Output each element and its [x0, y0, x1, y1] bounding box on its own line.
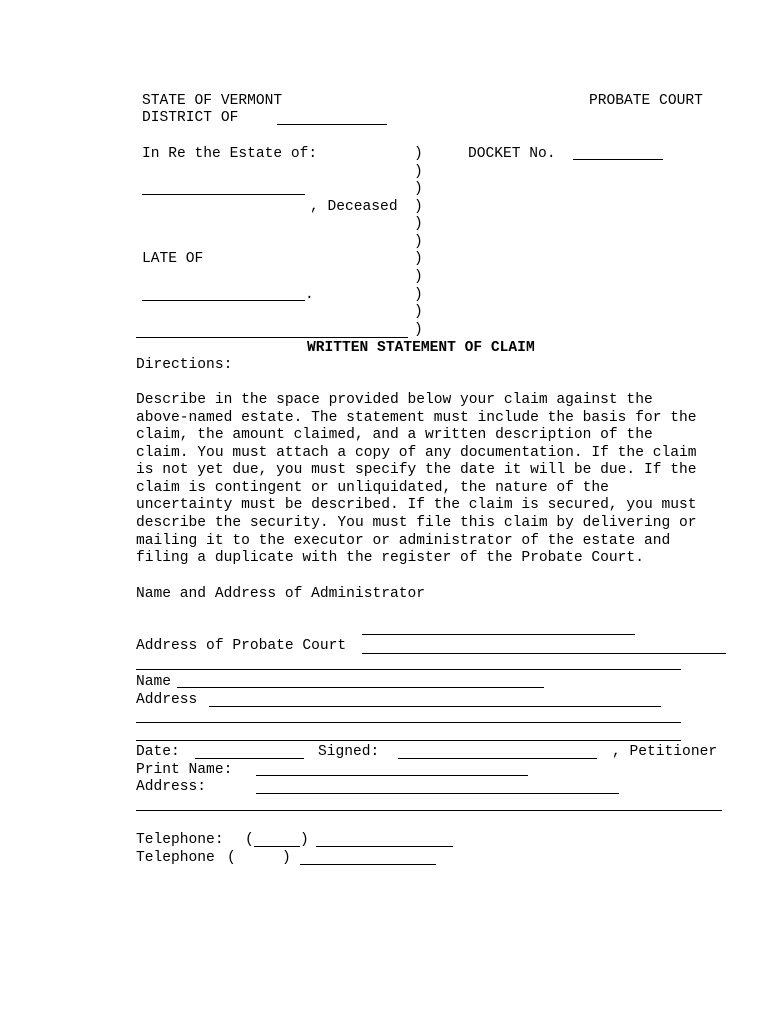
caption-paren: )	[414, 199, 423, 215]
probate-address-line-2[interactable]	[136, 669, 681, 670]
caption-paren: )	[414, 146, 423, 162]
directions-line: claim. You must attach a copy of any documentation. If the claim	[136, 445, 697, 461]
signer-address-blank[interactable]	[256, 793, 619, 794]
late-of-period: .	[305, 287, 314, 303]
caption-paren: )	[414, 251, 423, 267]
address-line-3[interactable]	[136, 740, 681, 741]
late-of-label: LATE OF	[142, 251, 204, 267]
directions-line: is not yet due, you must specify the date it will be due. If the	[136, 462, 697, 478]
telephone-1-open-paren: (	[245, 832, 254, 848]
caption-paren: )	[414, 269, 423, 285]
probate-address-label: Address of Probate Court	[136, 638, 347, 654]
in-re-label: In Re the Estate of:	[142, 146, 318, 162]
address-label: Address	[136, 692, 198, 708]
district-blank[interactable]	[277, 124, 387, 125]
telephone-1-area-code-blank[interactable]	[254, 846, 300, 847]
directions-line: describe the security. You must file this claim by delivering or	[136, 515, 697, 531]
directions-line: claim is contingent or unliquidated, the nature of the	[136, 480, 609, 496]
address-blank[interactable]	[209, 706, 661, 707]
decedent-name-blank[interactable]	[142, 194, 305, 195]
district-label: DISTRICT OF	[142, 110, 239, 126]
name-label: Name	[136, 674, 172, 690]
telephone-1-close-paren: )	[300, 832, 309, 848]
late-of-blank[interactable]	[142, 300, 305, 301]
caption-paren: )	[414, 304, 423, 320]
print-name-label: Print Name:	[136, 762, 233, 778]
docket-label: DOCKET No.	[468, 146, 556, 162]
directions-line: claim, the amount claimed, and a written description of the	[136, 427, 653, 443]
caption-paren: )	[414, 164, 423, 180]
telephone-1-label: Telephone:	[136, 832, 224, 848]
date-blank[interactable]	[195, 758, 304, 759]
print-name-blank[interactable]	[256, 775, 528, 776]
state-heading: STATE OF VERMONT	[142, 93, 283, 109]
telephone-2-label: Telephone	[136, 850, 215, 866]
docket-blank[interactable]	[573, 159, 663, 160]
caption-bottom-line	[136, 337, 408, 338]
form-title: WRITTEN STATEMENT OF CLAIM	[307, 340, 535, 356]
directions-line: filing a duplicate with the register of the Probate Court.	[136, 550, 644, 566]
court-heading: PROBATE COURT	[589, 93, 703, 109]
directions-line: above-named estate. The statement must include the basis for the	[136, 410, 697, 426]
administrator-blank[interactable]	[362, 634, 635, 635]
date-label: Date:	[136, 744, 180, 760]
signer-address-line-2[interactable]	[136, 810, 722, 811]
telephone-2-close-paren: )	[282, 850, 291, 866]
signed-label: Signed:	[318, 744, 380, 760]
administrator-label: Name and Address of Administrator	[136, 586, 426, 602]
directions-line: uncertainty must be described. If the claim is secured, you must	[136, 497, 697, 513]
signature-blank[interactable]	[398, 758, 597, 759]
telephone-2-open-paren: (	[227, 850, 236, 866]
address-line-2[interactable]	[136, 722, 681, 723]
telephone-1-number-blank[interactable]	[316, 846, 453, 847]
caption-paren: )	[414, 287, 423, 303]
caption-paren: )	[414, 181, 423, 197]
telephone-2-number-blank[interactable]	[300, 864, 436, 865]
petitioner-label: , Petitioner	[612, 744, 718, 760]
directions-label: Directions:	[136, 357, 233, 373]
name-blank[interactable]	[177, 687, 544, 688]
probate-address-blank[interactable]	[362, 653, 726, 654]
deceased-label: , Deceased	[310, 199, 398, 215]
signer-address-label: Address:	[136, 779, 207, 795]
directions-line: Describe in the space provided below your claim against the	[136, 392, 653, 408]
caption-paren: )	[414, 234, 423, 250]
caption-paren: )	[414, 322, 423, 338]
caption-paren: )	[414, 216, 423, 232]
directions-line: mailing it to the executor or administrator of the estate and	[136, 533, 671, 549]
